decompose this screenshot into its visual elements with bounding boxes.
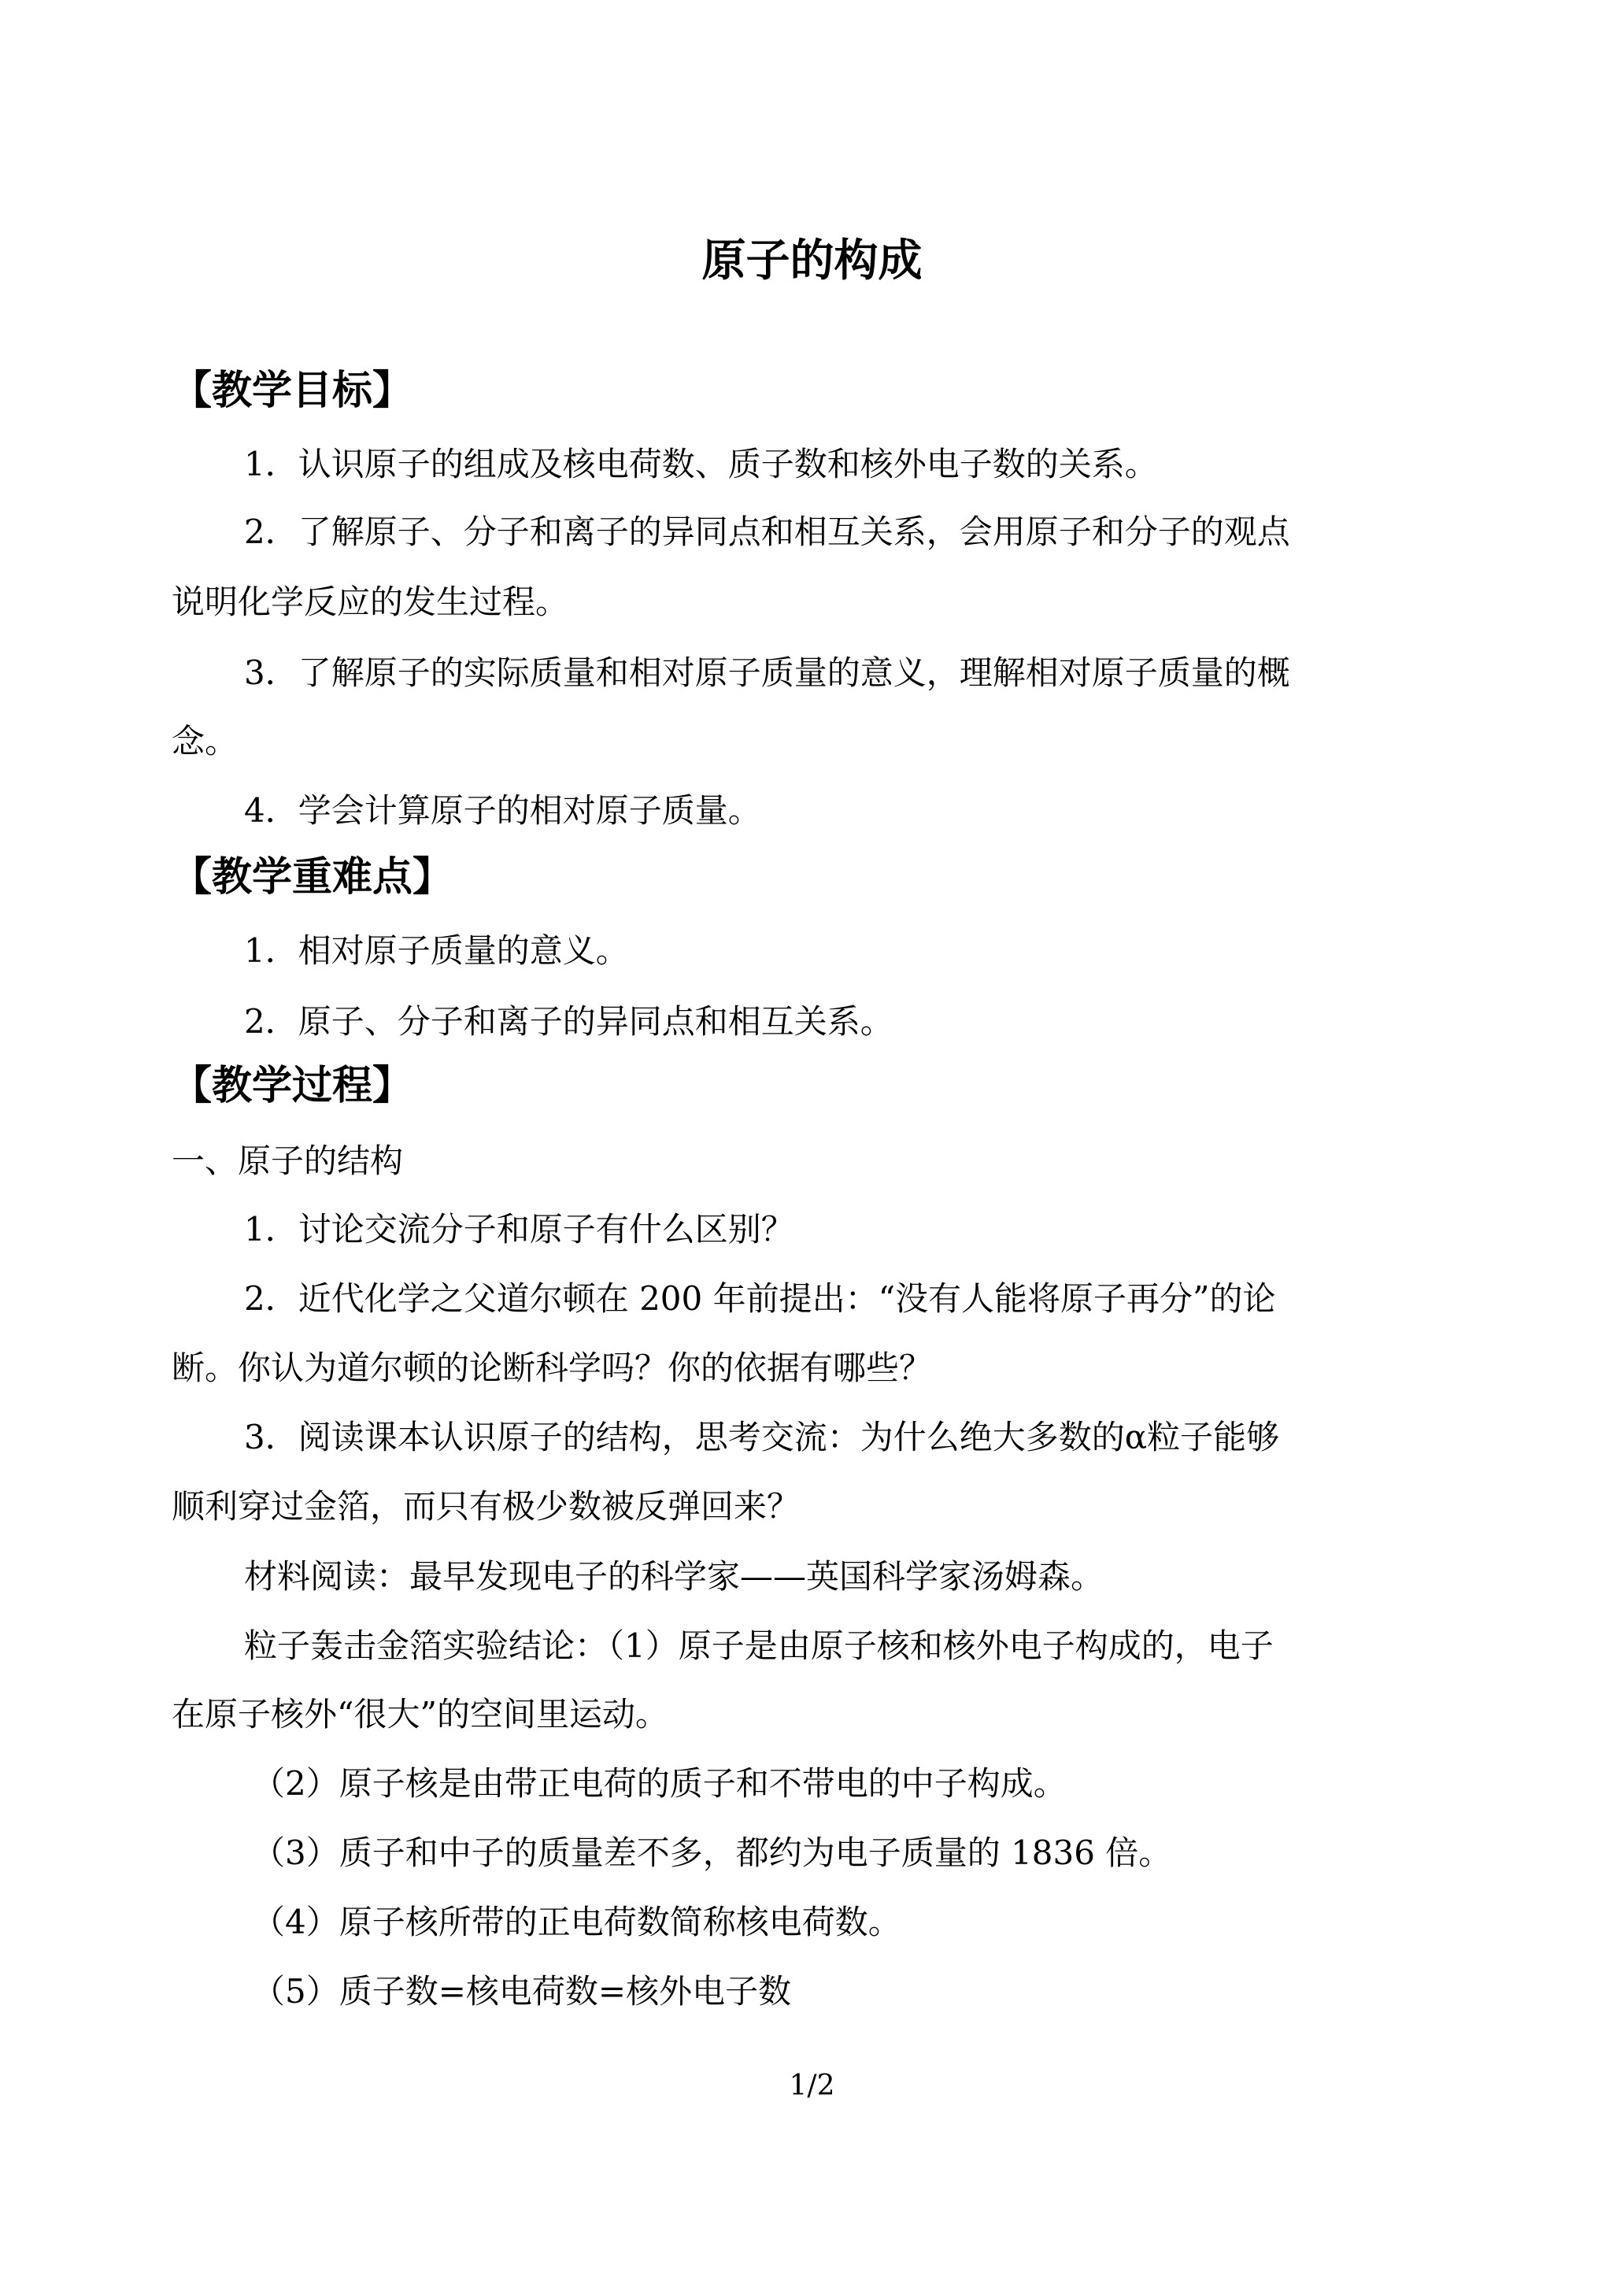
process-line: 在原子核外“很大”的空间里运动。 xyxy=(172,1695,668,1733)
process-line: （2）原子核是由带正电荷的质子和不带电的中子构成。 xyxy=(252,1764,1067,1803)
process-line: 材料阅读：最早发现电子的科学家——英国科学家汤姆森。 xyxy=(244,1557,1104,1596)
process-line: 粒子轰击金箔实验结论：（1）原子是由原子核和核外电子构成的，电子 xyxy=(244,1626,1274,1665)
section-heading-process: 【教学过程】 xyxy=(172,1063,413,1109)
objective-line: 3．了解原子的实际质量和相对原子质量的意义，理解相对原子质量的概 xyxy=(244,653,1290,692)
section-heading-key-points: 【教学重难点】 xyxy=(172,854,453,901)
process-line: 1．讨论交流分子和原子有什么区别？ xyxy=(244,1210,794,1249)
objective-line: 说明化学反应的发生过程。 xyxy=(172,583,569,621)
process-line: （3）质子和中子的质量差不多，都约为电子质量的 1836 倍。 xyxy=(252,1833,1172,1872)
objective-line: 念。 xyxy=(172,722,239,760)
objective-line: 4．学会计算原子的相对原子质量。 xyxy=(244,791,761,830)
process-line: 3．阅读课本认识原子的结构，思考交流：为什么绝大多数的α粒子能够 xyxy=(244,1418,1280,1456)
objective-line: 1．认识原子的组成及核电荷数、质子数和核外电子数的关系。 xyxy=(244,445,1158,483)
process-line: 一、原子的结构 xyxy=(172,1141,404,1180)
process-line: （5）质子数=核电荷数=核外电子数 xyxy=(252,1972,792,2011)
key-point-line: 1．相对原子质量的意义。 xyxy=(244,931,629,970)
page-number: 1/2 xyxy=(789,2070,835,2102)
process-line: （4）原子核所带的正电荷数简称核电荷数。 xyxy=(252,1903,901,1941)
objective-line: 2．了解原子、分子和离子的异同点和相互关系，会用原子和分子的观点 xyxy=(244,512,1290,551)
section-heading-objectives: 【教学目标】 xyxy=(172,368,413,414)
process-line: 断。你认为道尔顿的论断科学吗？你的依据有哪些？ xyxy=(172,1349,933,1387)
key-point-line: 2．原子、分子和离子的异同点和相互关系。 xyxy=(244,1002,893,1041)
process-line: 顺利穿过金箔，而只有极少数被反弹回来？ xyxy=(172,1487,801,1526)
process-line: 2．近代化学之父道尔顿在 200 年前提出：“没有人能将原子再分”的论 xyxy=(244,1279,1276,1318)
page-title: 原子的构成 xyxy=(701,235,923,287)
